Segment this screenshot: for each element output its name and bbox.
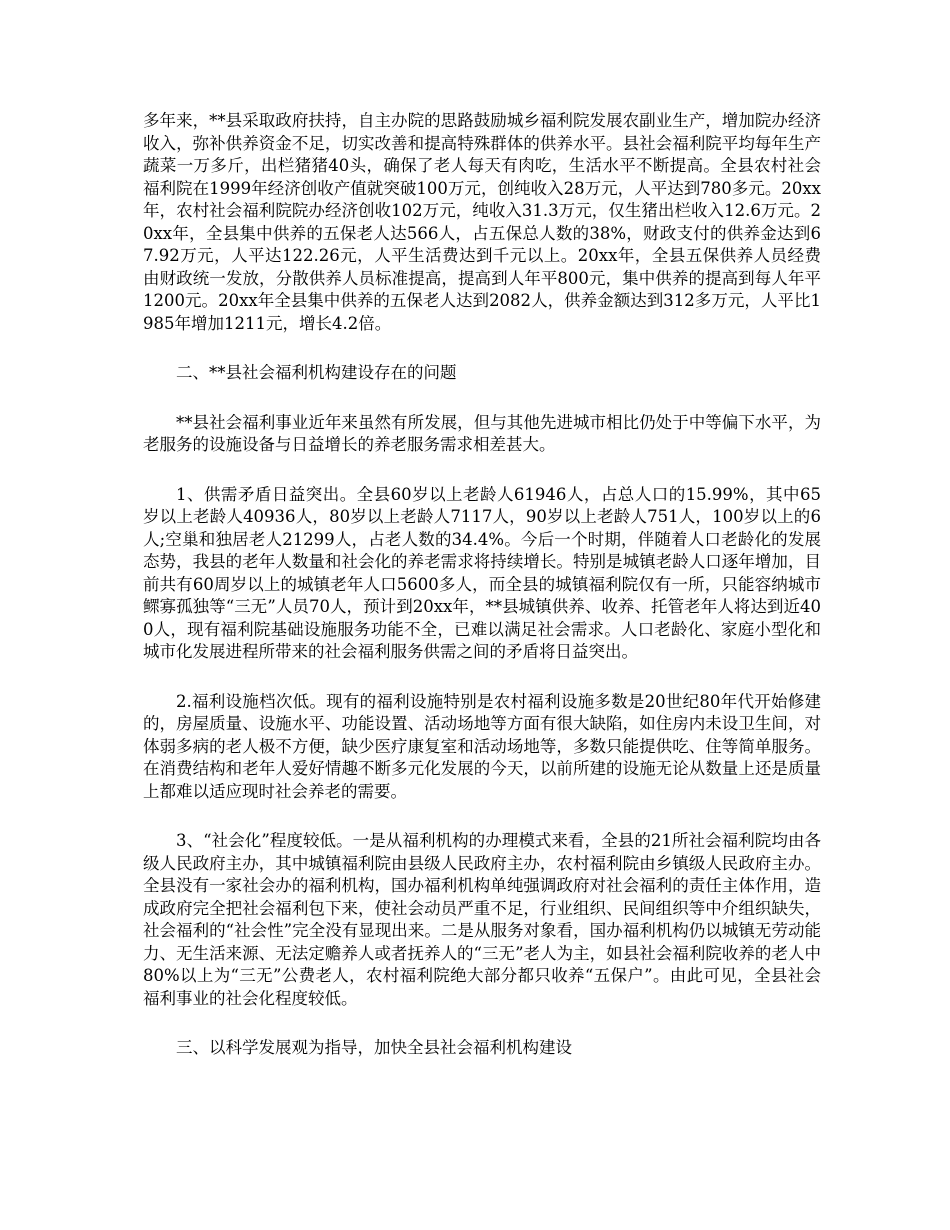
paragraph-socialization: 3、“社会化”程度较低。一是从福利机构的办理模式来看，全县的21所社会福利院均由各级人民政府主办，其中城镇福利院由县级人民政府主办，农村福利院由乡镇级人民政府主办。全县没有一家社会办的福利机构，国办福利机构单纯强调政府对社会福利的责任主体作用，造成政府完全把社会福利包下来，使社会动员严重不足，行业组织、民间组织等中介组织缺失，社会福利的“社会性”完全没有显现出来。二是从服务对象看，国办福利机构仍以城镇无劳动能力、无生活来源、无法定赡养人或者抚养人的“三无”老人为主，如县社会福利院收养的老人中80%以上为“三无”公费老人，农村福利院绝大部分都只收养“五保户”。由此可见，全县社会福利事业的社会化程度较低。	[143, 831, 821, 1008]
paragraph-supply-demand: 1、供需矛盾日益突出。全县60岁以上老龄人61946人，占总人口的15.99%，其中65岁以上老龄人40936人，80岁以上老龄人7117人，90岁以上老龄人751人，100岁以上的6人;空巢和独居老人21299人，占老人数的34.4%。今后一个时期，伴随着人口老龄化的发展态势，我县的老年人数量和社会化的养老需求将持续增长。特别是城镇老龄人口逐年增加，目前共有60周岁以上的城镇老年人口5600多人，而全县的城镇福利院仅有一所，只能容纳城市鳏寡孤独等“三无”人员70人，预计到20xx年，**县城镇供养、收养、托管老年人将达到近400人，现有福利院基础设施服务功能不全，已难以满足社会需求。人口老龄化、家庭小型化和城市化发展进程所带来的社会福利服务供需之间的矛盾将日益突出。	[143, 484, 821, 661]
document-page	[143, 110, 821, 1060]
paragraph-facilities: 2.福利设施档次低。现有的福利设施特别是农村福利设施多数是20世纪80年代开始修建的，房屋质量、设施水平、功能设置、活动场地等方面有很大缺陷，如住房内未设卫生间，对体弱多病的老人极不方便，缺少医疗康复室和活动场地等，多数只能提供吃、住等简单服务。在消费结构和老年人爱好情趣不断多元化发展的今天，以前所建的设施无论从数量上还是质量上都难以适应现时社会养老的需要。	[143, 691, 821, 801]
paragraph-overview: **县社会福利事业近年来虽然有所发展，但与其他先进城市相比仍处于中等偏下水平，为老服务的设施设备与日益增长的养老服务需求相差甚大。	[143, 412, 821, 454]
paragraph-income: 多年来，**县采取政府扶持，自主办院的思路鼓励城乡福利院发展农副业生产，增加院办经济收入，弥补供养资金不足，切实改善和提高特殊群体的供养水平。县社会福利院平均每年生产蔬菜一万多斤，出栏猪猪40头，确保了老人每天有肉吃，生活水平不断提高。全县农村社会福利院在1999年经济创收产值就突破100万元，创纯收入28万元，人平达到780多元。20xx年，农村社会福利院院办经济创收102万元，纯收入31.3万元，仅生猪出栏收入12.6万元。20xx年，全县集中供养的五保老人达566人，占五保总人数的38%，财政支付的供养金达到67.92万元，人平达122.26元，人平生活费达到千元以上。20xx年，全县五保供养人员经费由财政统一发放，分散供养人员标准提高，提高到人年平800元，集中供养的提高到每人年平1200元。20xx年全县集中供养的五保老人达到2082人，供养金额达到312多万元，人平比1985年增加1211元，增长4.2倍。	[143, 111, 821, 333]
section-heading-development: 三、以科学发展观为指导，加快全县社会福利机构建设	[176, 1038, 572, 1057]
section-heading-problems: 二、**县社会福利机构建设存在的问题	[176, 363, 457, 382]
